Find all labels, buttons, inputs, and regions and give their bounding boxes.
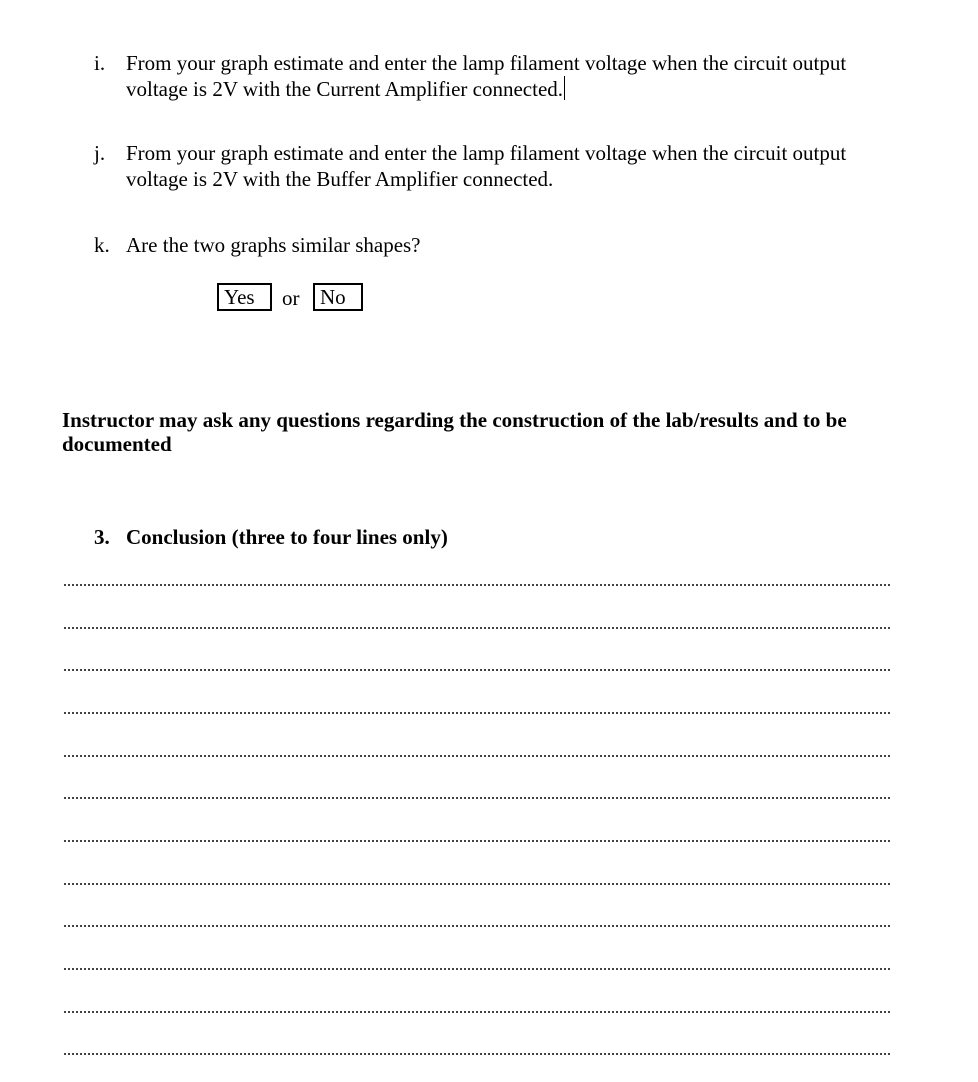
question-j-marker: j. (94, 141, 106, 165)
question-k-text: Are the two graphs similar shapes? (126, 233, 421, 257)
conclusion-line-12[interactable] (64, 1053, 890, 1055)
yes-button[interactable]: Yes (217, 283, 272, 311)
question-j-text[interactable]: From your graph estimate and enter the lamp filament voltage when the circuit output voltage is 2V with the Buffer Amplifier connected. (126, 141, 847, 191)
question-i-text[interactable] (126, 50, 896, 102)
conclusion-line-1[interactable] (64, 584, 890, 586)
conclusion-line-3[interactable] (64, 669, 890, 671)
conclusion-line-2[interactable] (64, 627, 890, 629)
conclusion-title: Conclusion (three to four lines only) (126, 525, 448, 549)
conclusion-number: 3. (94, 525, 110, 549)
no-button[interactable]: No (313, 283, 363, 311)
conclusion-line-10[interactable] (64, 968, 890, 970)
question-i-text-content: From your graph estimate and enter the lamp filament voltage when the circuit output voltage is 2V with the Current Amplifier connected. (126, 51, 847, 101)
question-k-marker: k. (94, 233, 110, 257)
conclusion-line-6[interactable] (64, 797, 890, 799)
or-label: or (282, 286, 300, 310)
conclusion-line-4[interactable] (64, 712, 890, 714)
conclusion-line-5[interactable] (64, 755, 890, 757)
conclusion-line-7[interactable] (64, 840, 890, 842)
text-cursor (564, 76, 565, 100)
question-i-marker: i. (94, 51, 106, 75)
conclusion-line-11[interactable] (64, 1011, 890, 1013)
conclusion-line-8[interactable] (64, 883, 890, 885)
conclusion-line-9[interactable] (64, 925, 890, 927)
instructor-note: Instructor may ask any questions regarding the construction of the lab/results and to be documented (62, 408, 847, 456)
